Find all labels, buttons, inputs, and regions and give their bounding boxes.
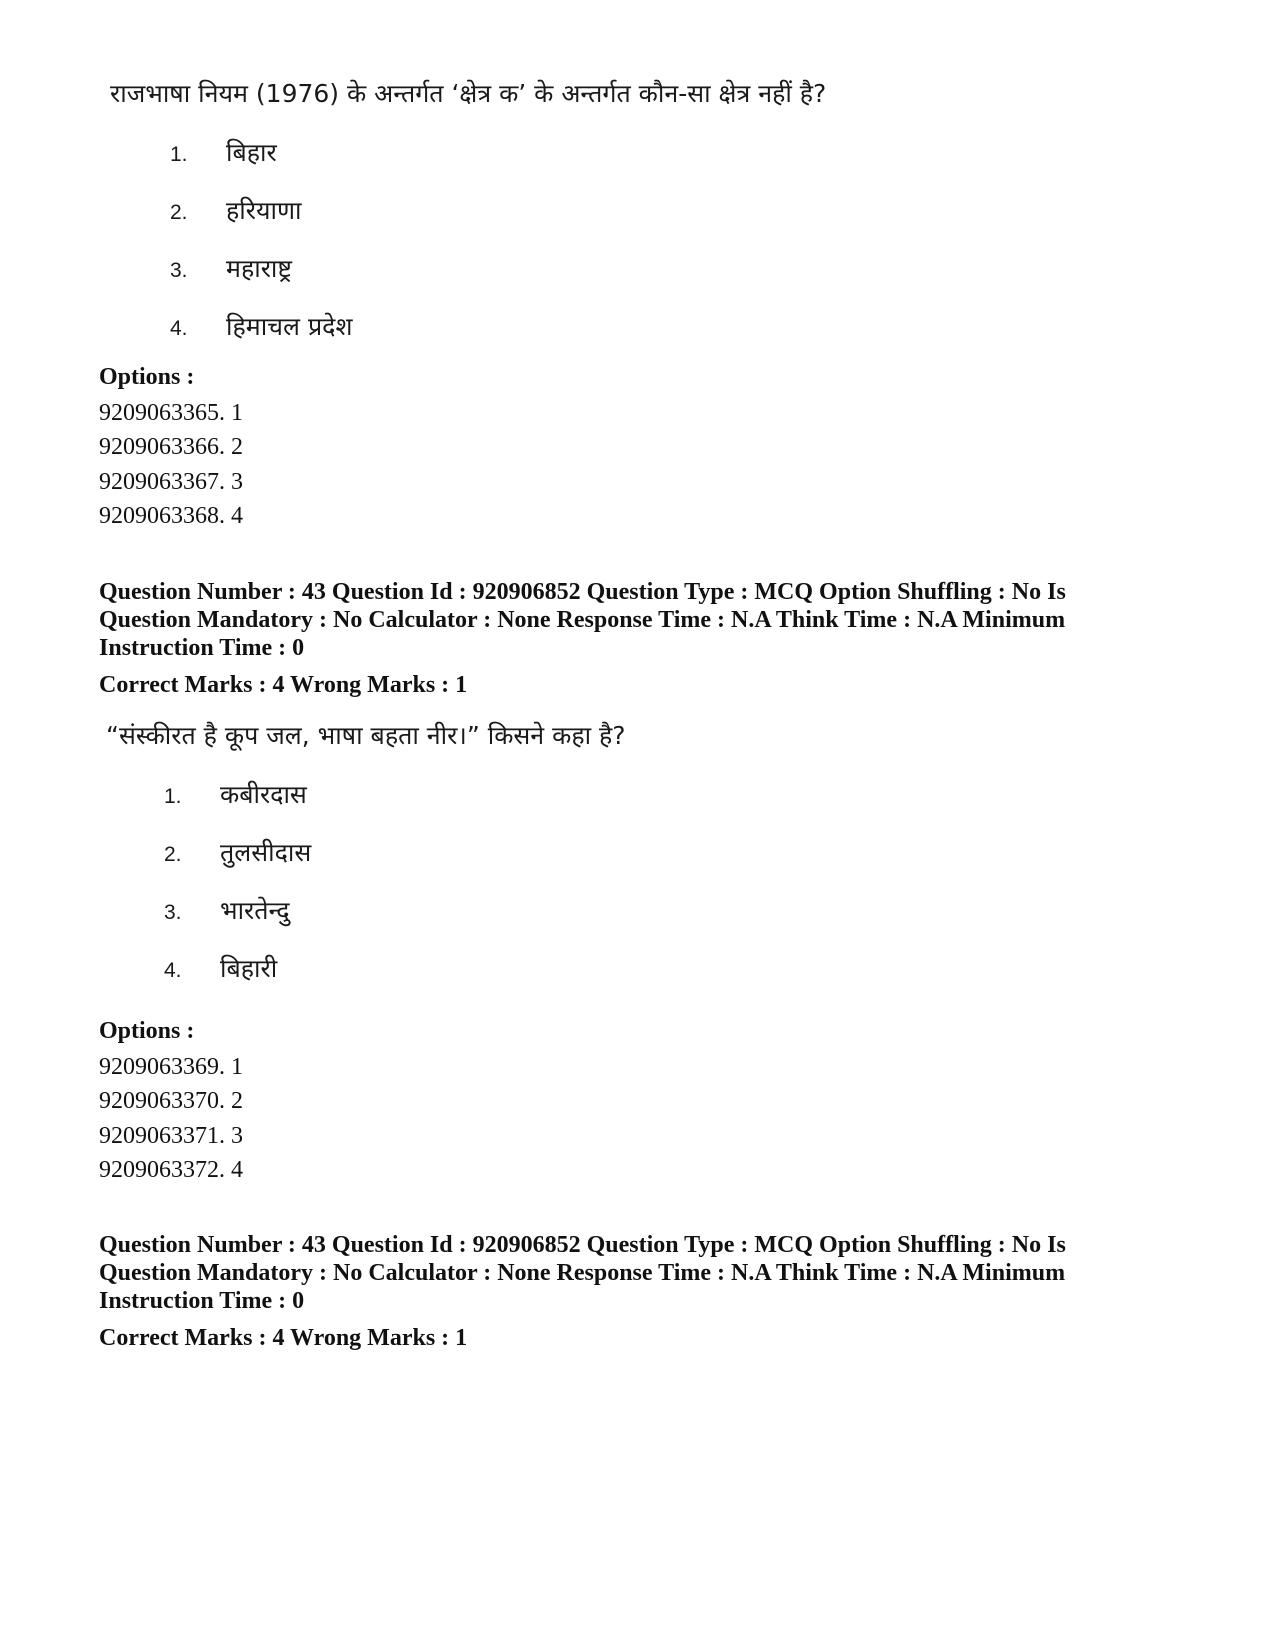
choice-number: 3.	[170, 259, 188, 282]
meta-line: Question Number : 43 Question Id : 920906852 Question Type : MCQ Option Shuffling : No Is	[99, 1232, 1066, 1258]
option-id-line: 9209063370. 2	[99, 1088, 243, 1115]
option-id-line: 9209063372. 4	[99, 1156, 243, 1183]
meta-line: Question Mandatory : No Calculator : None Response Time : N.A Think Time : N.A Minimum	[99, 607, 1066, 633]
choice-number: 2.	[170, 201, 188, 224]
choice-number: 4.	[170, 317, 188, 340]
choice-number: 2.	[164, 843, 182, 866]
options-heading: Options :	[99, 1018, 195, 1044]
option-id-list	[99, 1050, 243, 1187]
choice-number: 3.	[164, 901, 182, 924]
choice-number: 4.	[164, 959, 182, 982]
option-id-line: 9209063365. 1	[99, 400, 243, 426]
marks-line: Correct Marks : 4 Wrong Marks : 1	[99, 1325, 468, 1351]
marks-line: Correct Marks : 4 Wrong Marks : 1	[99, 672, 468, 698]
question-meta	[99, 578, 1129, 662]
choice-label: बिहार	[226, 138, 277, 167]
choice-label: महाराष्ट्र	[226, 254, 293, 283]
option-id-line: 9209063369. 1	[99, 1054, 243, 1080]
choice-label: भारतेन्दु	[220, 896, 290, 925]
choice-label: बिहारी	[220, 954, 278, 983]
choice-label: हिमाचल प्रदेश	[226, 312, 353, 341]
options-heading: Options :	[99, 364, 195, 390]
meta-line: Question Mandatory : No Calculator : None Response Time : N.A Think Time : N.A Minimum	[99, 1260, 1066, 1286]
meta-line: Instruction Time : 0	[99, 1288, 305, 1314]
choice-label: तुलसीदास	[220, 838, 312, 867]
meta-line: Question Number : 43 Question Id : 920906852 Question Type : MCQ Option Shuffling : No Is	[99, 579, 1066, 605]
question-meta	[99, 1231, 1129, 1315]
choice-number: 1.	[164, 785, 182, 808]
question-text: “संस्कीरत है कूप जल, भाषा बहता नीर।” किसने कहा है?	[106, 721, 626, 750]
option-id-line: 9209063367. 3	[99, 468, 243, 495]
meta-line: Instruction Time : 0	[99, 635, 305, 661]
option-id-line: 9209063366. 2	[99, 434, 243, 461]
choice-label: हरियाणा	[226, 196, 302, 225]
choice-label: कबीरदास	[220, 780, 307, 809]
option-id-line: 9209063371. 3	[99, 1122, 243, 1149]
choice-number: 1.	[170, 143, 188, 166]
option-id-list	[99, 396, 243, 533]
question-text: राजभाषा नियम (1976) के अन्तर्गत ‘क्षेत्र क’ के अन्तर्गत कौन-सा क्षेत्र नहीं है?	[110, 79, 827, 108]
option-id-line: 9209063368. 4	[99, 502, 243, 529]
